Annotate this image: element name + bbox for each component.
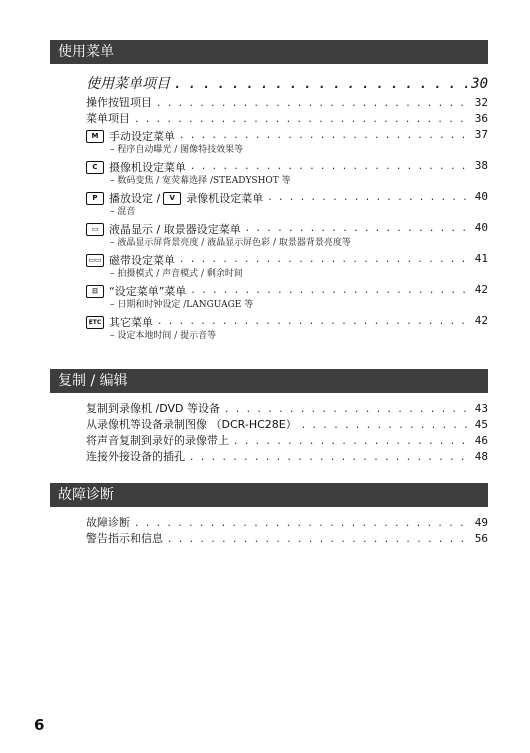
toc-page: 40 — [474, 221, 488, 234]
toc-page: 48 — [474, 450, 488, 463]
manual-menu-icon: M — [86, 130, 104, 143]
toc-page: 37 — [474, 128, 488, 141]
toc-page: 36 — [474, 112, 488, 125]
toc-subtext: – 拍摄模式 / 声音模式 / 剩余时间 — [110, 269, 243, 279]
toc-entry[interactable] — [86, 158, 488, 174]
toc-entry[interactable] — [86, 282, 488, 298]
section-header-copy — [50, 369, 488, 393]
lcd-menu-icon: ▭ — [86, 223, 104, 236]
section-title: 使用菜单 — [58, 44, 114, 60]
toc-page: 43 — [474, 402, 488, 415]
toc-entry[interactable] — [86, 515, 488, 531]
toc-label: 连接外接设备的插孔 — [86, 450, 185, 463]
leader-dots — [233, 434, 471, 450]
leader-dots — [134, 112, 471, 128]
toc-entry[interactable] — [86, 127, 488, 143]
toc-page: 32 — [474, 96, 488, 109]
toc-label: 液晶显示 / 取景器设定菜单 — [109, 222, 241, 236]
toc-subtext: – 混音 — [110, 207, 136, 217]
page-number: 6 — [34, 716, 45, 734]
leader-dots — [156, 96, 471, 112]
toc-entry[interactable] — [86, 433, 488, 449]
toc-entry[interactable] — [86, 220, 488, 236]
toc-label: 使用菜单项目 — [86, 76, 170, 92]
leader-dots — [267, 190, 471, 206]
leader-dots — [224, 402, 471, 418]
toc-subtext: – 程序自动曝光 / 图像特技效果等 — [110, 145, 244, 155]
toc-label: 操作按钮项目 — [86, 96, 152, 109]
leader-dots — [190, 283, 470, 299]
toc-entry[interactable] — [86, 449, 488, 465]
toc-page: 56 — [474, 532, 488, 545]
section-header-menu — [50, 40, 488, 64]
copy-toc — [86, 401, 488, 465]
toc-page: 42 — [474, 283, 488, 296]
toc-label: 录像机设定菜单 — [186, 191, 264, 205]
toc-label: 摄像机设定菜单 — [109, 160, 186, 174]
toc-subtext: – 设定本地时间 / 提示音等 — [110, 331, 217, 341]
leader-dots — [189, 450, 471, 466]
leader-dots — [245, 221, 471, 237]
toc-page: 30 — [471, 76, 488, 92]
leader-dots — [167, 532, 471, 548]
leader-dots — [190, 159, 471, 175]
section-title: 复制 / 编辑 — [58, 373, 128, 389]
toc-label: 复制到录像机 /DVD 等设备 — [86, 402, 220, 415]
toc-label: 将声音复制到录好的录像带上 — [86, 434, 229, 447]
toc-label: 警告指示和信息 — [86, 532, 163, 545]
toc-entry[interactable] — [86, 417, 488, 433]
leader-dots — [157, 314, 471, 330]
toc-page: 38 — [474, 159, 488, 172]
leader-dots — [174, 73, 467, 95]
toc-entry[interactable] — [86, 95, 488, 111]
toc-label: 播放设定 / — [109, 191, 161, 205]
toc-entry[interactable] — [86, 111, 488, 127]
playback-menu-icon: P — [86, 192, 104, 205]
toc-label: 磁带设定菜单 — [109, 253, 175, 267]
leader-dots — [301, 418, 471, 434]
setup-menu-icon: ⊟ — [86, 285, 104, 298]
toc-entry[interactable] — [86, 531, 488, 547]
tape-menu-icon: ▭▭ — [86, 254, 104, 267]
toc-page: 49 — [474, 516, 488, 529]
toc-entry[interactable] — [86, 189, 488, 205]
etc-menu-icon: ETC — [86, 316, 104, 329]
toc-label: “设定菜单”菜单 — [109, 284, 187, 298]
toc-page: 42 — [474, 314, 488, 327]
menu-toc — [86, 73, 488, 344]
section-header-trouble — [50, 483, 488, 507]
toc-label: 从录像机等设备录制图像 （DCR-HC28E） — [86, 418, 297, 431]
toc-label: 其它菜单 — [109, 315, 153, 329]
leader-dots — [134, 516, 471, 532]
toc-subtext: – 日期和时钟设定 /LANGUAGE 等 — [110, 300, 254, 310]
toc-page: 41 — [474, 252, 488, 265]
toc-subtext: – 液晶显示屏背景亮度 / 液晶显示屏色彩 / 取景器背景亮度等 — [110, 238, 351, 248]
leader-dots — [179, 252, 471, 268]
toc-entry[interactable] — [86, 401, 488, 417]
toc-label: 菜单项目 — [86, 112, 130, 125]
toc-page: 46 — [474, 434, 488, 447]
toc-entry[interactable] — [86, 313, 488, 329]
toc-label: 故障诊断 — [86, 516, 130, 529]
leader-dots — [179, 128, 471, 144]
section-title: 故障诊断 — [58, 487, 114, 503]
toc-label: 手动设定菜单 — [109, 129, 175, 143]
toc-entry[interactable] — [86, 73, 488, 95]
vcr-menu-icon: V — [163, 192, 181, 205]
trouble-toc — [86, 515, 488, 547]
toc-entry[interactable] — [86, 251, 488, 267]
toc-page: 45 — [474, 418, 488, 431]
toc-subtext: – 数码变焦 / 宽荧幕选择 /STEADYSHOT 等 — [110, 176, 291, 186]
toc-page: 40 — [474, 190, 488, 203]
camera-menu-icon: C — [86, 161, 104, 174]
